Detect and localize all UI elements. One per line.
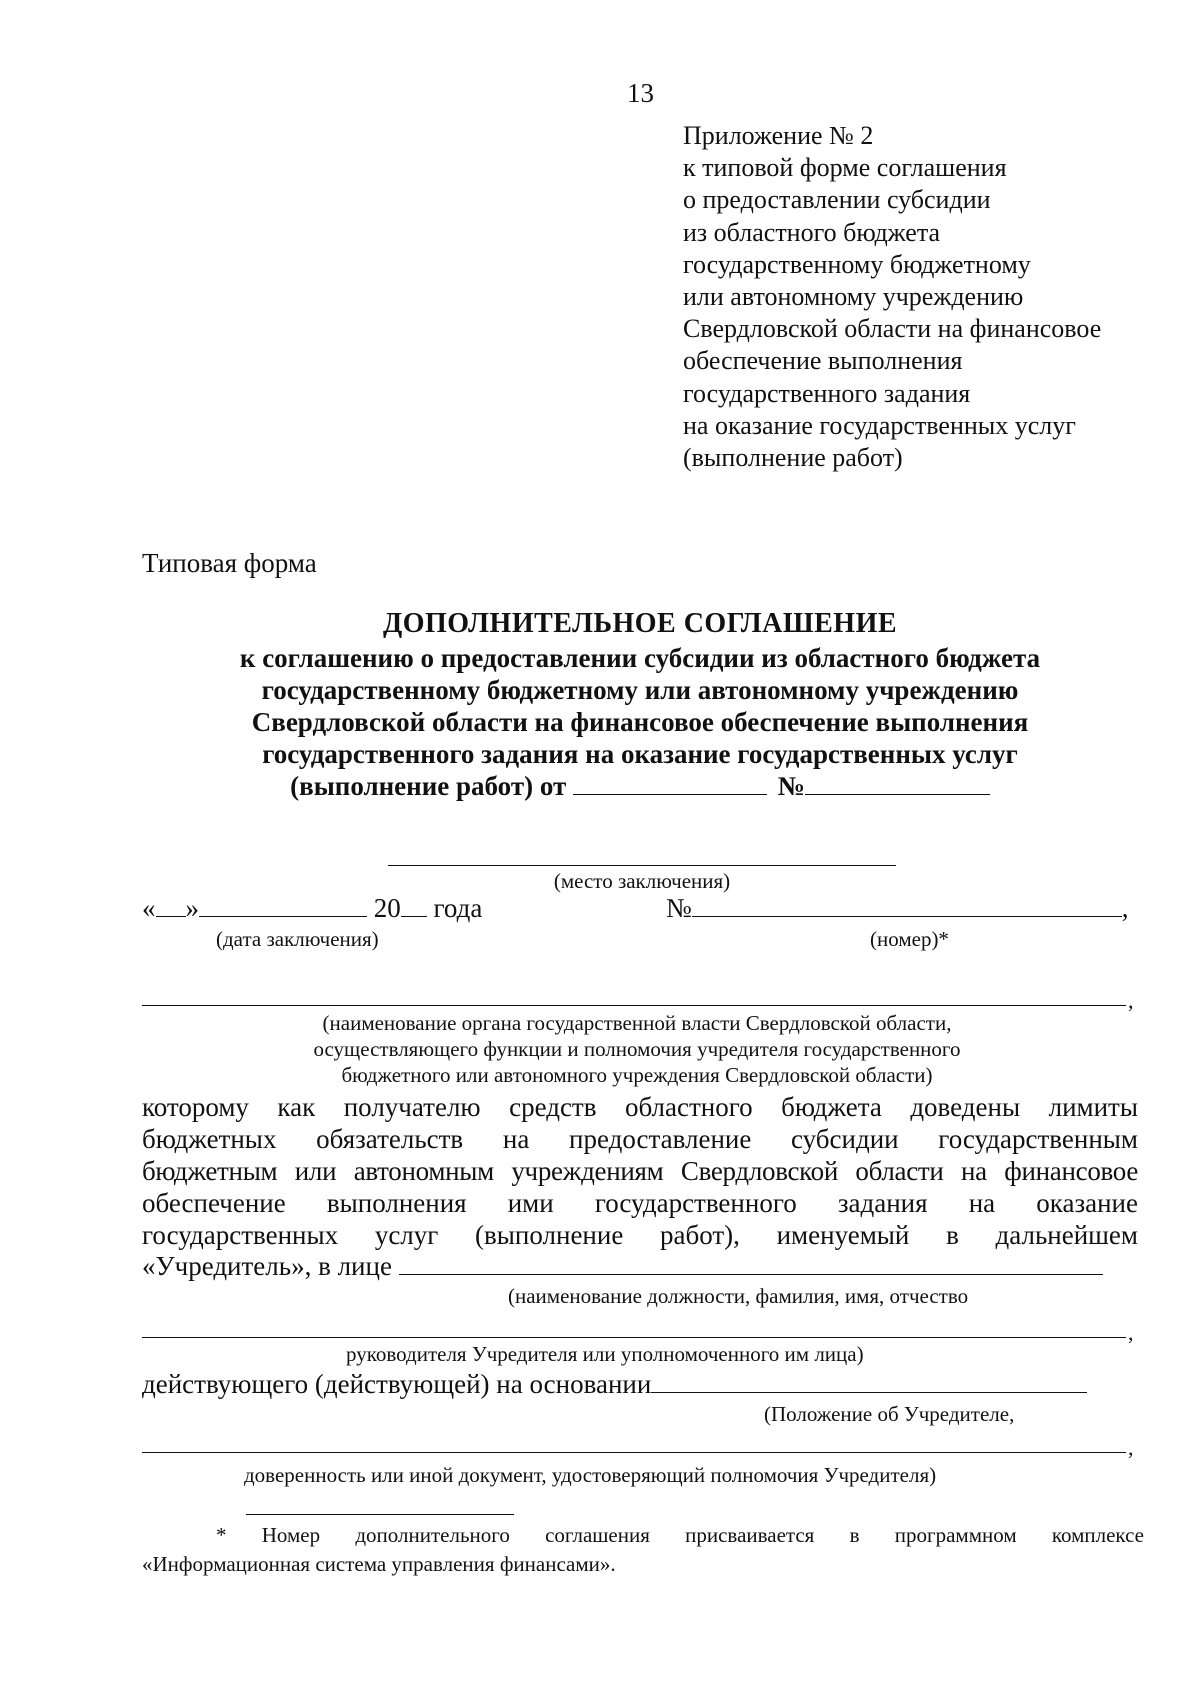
date-close-quote: » <box>185 893 199 923</box>
appendix-line: Приложение № 2 <box>683 121 874 150</box>
appendix-line: к типовой форме соглашения <box>683 153 1007 183</box>
heading-date-prefix: (выполнение работ) от <box>290 771 567 801</box>
appendix-line: государственного задания <box>683 378 971 408</box>
heading-title: ДОПОЛНИТЕЛЬНОЕ СОГЛАШЕНИЕ <box>382 608 898 639</box>
footnote-line-2: «Информационная система управления финансами». <box>142 1552 616 1576</box>
heading-last-line <box>140 770 1140 802</box>
date-caption: (дата заключения) <box>216 927 379 951</box>
number-caption: (номер)* <box>870 927 949 951</box>
page-number: 13 <box>627 78 654 108</box>
heading-line: государственного задания на оказание государственных услуг <box>262 739 1018 769</box>
body-line: государственных услуг (выполнение работ), именуемый в дальнейшем <box>142 1220 1138 1250</box>
footnote-line-1: * Номер дополнительного соглашения присваивается в программном комплексе <box>216 1523 1144 1547</box>
year-word: года <box>433 893 483 923</box>
number-blank[interactable] <box>692 894 1122 917</box>
place-caption: (место заключения) <box>553 869 731 893</box>
body-line: обеспечение выполнения ими государственного задания на оказание <box>142 1188 1138 1218</box>
footnote-separator <box>246 1514 514 1515</box>
founder-blank-2[interactable] <box>142 1337 1126 1338</box>
basis-blank[interactable] <box>651 1370 1087 1393</box>
number-sign: № <box>666 893 692 923</box>
basis-caption-1: (Положение об Учредителе, <box>764 1402 1015 1426</box>
appendix-line: из областного бюджета <box>683 217 941 247</box>
month-blank[interactable] <box>199 894 367 917</box>
appendix-line: Свердловской области на финансовое <box>683 314 1102 344</box>
organ-caption-line: бюджетного или автономного учреждения Свердловской области) <box>341 1063 933 1087</box>
organ-blank[interactable] <box>142 1005 1126 1006</box>
basis-comma: , <box>1128 1435 1134 1460</box>
founder-line <box>142 1251 1103 1282</box>
heading-subtitle <box>140 642 1140 802</box>
place-blank[interactable] <box>388 865 896 866</box>
heading-line: Свердловской области на финансовое обеспечение выполнения <box>251 707 1029 737</box>
appendix-line: или автономному учреждению <box>683 282 1024 312</box>
founder-caption-1: (наименование должности, фамилия, имя, отчество <box>508 1284 969 1308</box>
organ-caption-line: осуществляющего функции и полномочия учредителя государственного <box>313 1037 961 1061</box>
appendix-line: обеспечение выполнения <box>683 346 963 376</box>
basis-prefix: действующего (действующей) на основании <box>142 1369 652 1399</box>
appendix-line: о предоставлении субсидии <box>683 185 991 215</box>
body-paragraph <box>142 1091 1138 1251</box>
heading-number-sign: № <box>777 771 805 801</box>
basis-line <box>142 1369 1087 1400</box>
appendix-line: на оказание государственных услуг <box>683 410 1076 440</box>
basis-blank-2[interactable] <box>142 1452 1126 1453</box>
organ-comma: , <box>1128 988 1134 1013</box>
form-label: Типовая форма <box>142 548 317 578</box>
body-line: бюджетных обязательств на предоставление субсидии государственным <box>142 1124 1138 1154</box>
organ-caption <box>142 1010 1132 1088</box>
day-blank[interactable] <box>156 894 186 917</box>
founder-comma: , <box>1128 1320 1134 1345</box>
date-open-quote: « <box>142 893 156 923</box>
heading-line: государственному бюджетному или автономному учреждению <box>261 675 1019 705</box>
number-row <box>666 893 1129 924</box>
body-line: которому как получателю средств областного бюджета доведены лимиты <box>142 1092 1138 1122</box>
basis-caption-2: доверенность или иной документ, удостоверяющий полномочия Учредителя) <box>244 1463 937 1487</box>
number-comma: , <box>1121 893 1129 923</box>
appendix-block <box>683 120 1101 474</box>
body-line: бюджетным или автономным учреждениям Свердловской области на финансовое <box>142 1156 1138 1186</box>
heading-line: к соглашению о предоставлении субсидии из областного бюджета <box>239 643 1041 673</box>
founder-blank[interactable] <box>399 1252 1103 1275</box>
year-prefix: 20 <box>373 893 401 923</box>
founder-caption-2: руководителя Учредителя или уполномоченного им лица) <box>346 1342 864 1366</box>
appendix-line: государственному бюджетному <box>683 249 1031 279</box>
heading-number-blank[interactable] <box>805 772 990 795</box>
date-row <box>142 893 482 924</box>
heading-date-blank[interactable] <box>573 772 767 795</box>
appendix-line: (выполнение работ) <box>683 443 903 473</box>
year-blank[interactable] <box>401 894 427 917</box>
organ-caption-line: (наименование органа государственной власти Свердловской области, <box>322 1011 952 1035</box>
founder-prefix: «Учредитель», в лице <box>142 1251 392 1281</box>
